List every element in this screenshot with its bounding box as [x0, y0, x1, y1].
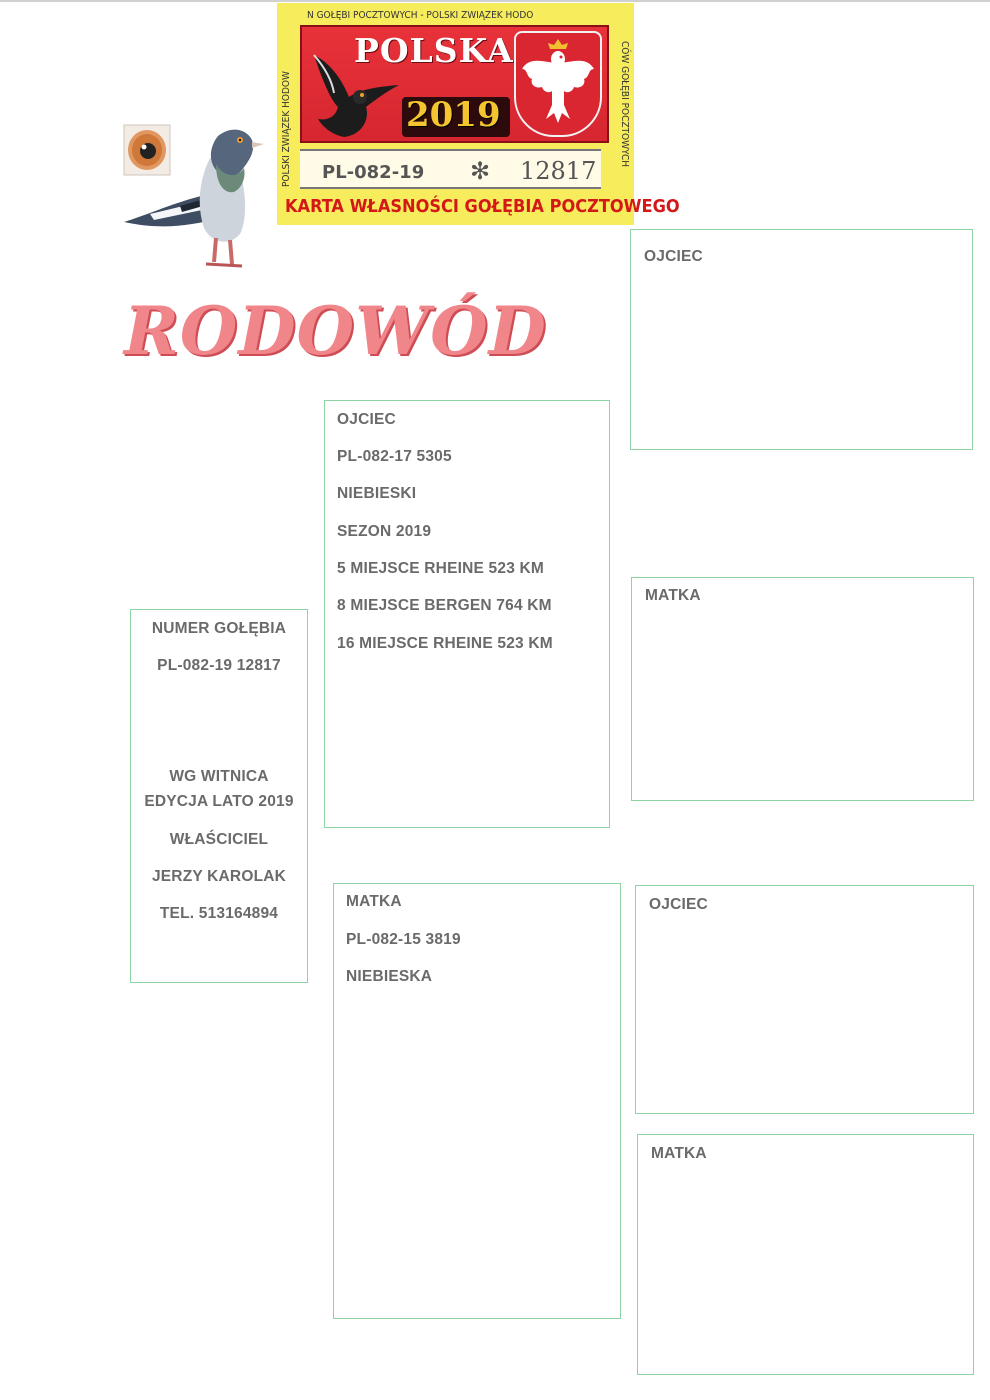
paternal-grandfather-box	[630, 229, 973, 450]
subject-owner-label: WŁAŚCICIEL	[169, 831, 269, 848]
card-band-top: N GOŁĘBI POCZTOWYCH - POLSKI ZWIĄZEK HODO	[307, 10, 534, 21]
card-number-prefix: PL-082-19	[322, 162, 425, 183]
eagle-icon	[516, 33, 600, 133]
paternal-grandfather-label: OJCIEC	[644, 248, 703, 265]
card-red-panel	[300, 25, 609, 143]
subject-label: NUMER GOŁĘBIA	[151, 620, 287, 637]
father-result: 8 MIEJSCE BERGEN 764 KM	[337, 597, 552, 614]
maternal-grandfather-label: OJCIEC	[649, 896, 708, 913]
father-result: 5 MIEJSCE RHEINE 523 KM	[337, 560, 545, 577]
card-country: POLSKA	[354, 31, 514, 70]
father-box	[324, 400, 610, 828]
paternal-grandmother-label: MATKA	[645, 587, 701, 604]
father-color: NIEBIESKI	[337, 485, 417, 502]
card-number-separator: ✻	[470, 157, 491, 185]
father-ring: PL-082-17 5305	[337, 448, 452, 465]
subject-phone: TEL. 513164894	[159, 905, 279, 922]
ownership-card	[277, 3, 680, 225]
subject-event-line2: EDYCJA LATO 2019	[144, 793, 294, 810]
card-band-left: POLSKI ZWIĄZEK HODOW	[281, 71, 292, 187]
mother-color: NIEBIESKA	[346, 968, 433, 985]
card-caption: KARTA WŁASNOŚCI GOŁĘBIA POCZTOWEGO	[285, 196, 680, 217]
card-ring-number: 12817	[520, 157, 597, 185]
card-number-panel	[300, 149, 601, 189]
father-season: SEZON 2019	[337, 523, 432, 540]
subject-event-line1: WG WITNICA	[169, 768, 269, 785]
card-year: 2019	[406, 95, 501, 135]
white-eagle-emblem-icon	[514, 31, 602, 137]
father-label: OJCIEC	[337, 411, 396, 428]
maternal-grandmother-label: MATKA	[651, 1145, 707, 1162]
page-title: RODOWÓD	[124, 292, 547, 370]
blue-pigeon-photo	[120, 118, 272, 274]
subject-owner-name: JERZY KAROLAK	[151, 868, 287, 885]
page-top-edge	[0, 0, 990, 2]
father-result: 16 MIEJSCE RHEINE 523 KM	[337, 635, 553, 652]
subject-ring: PL-082-19 12817	[157, 657, 281, 674]
maternal-grandmother-box	[637, 1134, 974, 1375]
maternal-grandfather-box	[635, 885, 974, 1114]
mother-ring: PL-082-15 3819	[346, 931, 461, 948]
subject-box	[130, 609, 308, 983]
paternal-grandmother-box	[631, 577, 974, 801]
mother-label: MATKA	[346, 893, 402, 910]
mother-box	[333, 883, 621, 1319]
card-band-right: CÓW GOŁĘBI POCZTOWYCH	[619, 41, 630, 168]
